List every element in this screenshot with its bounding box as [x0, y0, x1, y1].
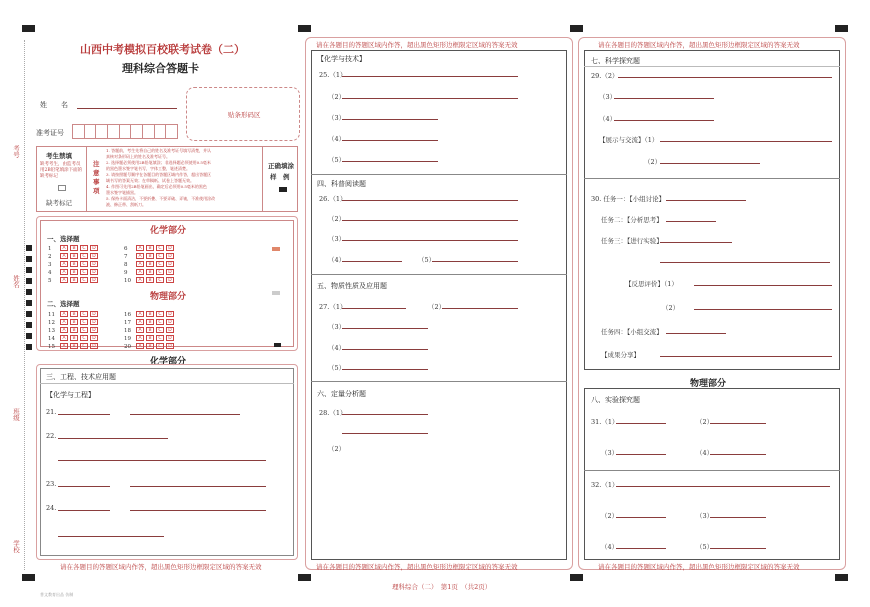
q25-line4[interactable] — [342, 140, 438, 141]
q31-line1[interactable] — [616, 423, 666, 424]
q25-line1[interactable] — [342, 76, 518, 77]
q22-answer-line[interactable] — [58, 438, 168, 439]
id-boxes[interactable] — [72, 124, 178, 139]
notice-label: 注意事项 — [93, 160, 100, 195]
section8-title: 八、实验探究题 — [591, 396, 640, 404]
absent-label: 缺考标记 — [46, 199, 72, 207]
col3-footer-warning: 请在各题目的答题区域内作答，超出黑色矩形边框限定区域的答案无效 — [598, 563, 800, 571]
task4-label: 任务四：【小组交流】 — [601, 328, 663, 336]
q23-label: 23. — [46, 480, 57, 488]
timing-mark — [298, 25, 311, 32]
q28-label: 28.（1） — [319, 409, 347, 417]
q32-line2[interactable] — [616, 517, 666, 518]
q32-b4-label: （4） — [601, 543, 619, 551]
candidate-label: 考生禁填 — [46, 152, 72, 160]
q32-line1[interactable] — [616, 486, 830, 487]
q28-line1b[interactable] — [342, 433, 428, 434]
q23-answer-line2[interactable] — [130, 486, 266, 487]
fill-example-mark — [279, 187, 287, 192]
side-label-banji: 班级 — [12, 408, 20, 421]
col2-footer-warning: 请在各题目的答题区域内作答，超出黑色矩形边框限定区域的答案无效 — [316, 563, 518, 571]
q27-b3-label: （3） — [328, 323, 346, 331]
q31-line3[interactable] — [616, 454, 666, 455]
q30-label: 30. 任务一：【小组讨论】 — [591, 195, 666, 203]
q28-line1[interactable] — [342, 414, 428, 415]
reflect-line1[interactable] — [694, 285, 832, 286]
q31-line2[interactable] — [710, 423, 766, 424]
fill-example-label: 正确填涂 — [268, 162, 294, 170]
q25-b4-label: （4） — [328, 135, 346, 143]
q26-b4-label: （4） — [328, 256, 346, 264]
present-b2-label: （2） — [644, 158, 662, 166]
fill-example-label2: 样 例 — [270, 173, 290, 181]
col3-top-warning: 请在各题目的答题区域内作答，超出黑色矩形边框限定区域的答案无效 — [598, 41, 800, 49]
col1-footer-warning: 请在各题目的答题区域内作答，超出黑色矩形边框限定区域的答案无效 — [60, 563, 262, 571]
present-line2[interactable] — [660, 163, 760, 164]
exam-title: 山西中考模拟百校联考试卷（二） — [80, 43, 245, 56]
candidate-text: 缺考考生，由监考员用2B铅笔填涂下面的缺考标记 — [40, 162, 83, 179]
q27-label: 27.（1） — [319, 303, 347, 311]
card-title: 理科综合答题卡 — [122, 62, 199, 75]
timing-mark — [570, 25, 583, 32]
phys-heading: 物理部分 — [150, 292, 187, 302]
q26-b3-label: （3） — [328, 235, 346, 243]
q29-label: 29.（2） — [591, 72, 619, 80]
q31-label: 31.（1） — [591, 418, 619, 426]
q31-b2-label: （2） — [696, 418, 714, 426]
page-info: 理科综合（二） 第1页 （共2页） — [392, 583, 492, 591]
col2-subtitle: 【化学与技术】 — [317, 55, 366, 63]
col2-top-warning: 请在各题目的答题区域内作答，超出黑色矩形边框限定区域的答案无效 — [316, 41, 518, 49]
q27-b2-label: （2） — [428, 303, 446, 311]
col3-phys-heading: 物理部分 — [690, 379, 727, 389]
col1-chem-heading: 化学部分 — [150, 357, 187, 367]
present-line1[interactable] — [660, 141, 832, 142]
q22-label: 22. — [46, 432, 57, 440]
q29-line3[interactable] — [614, 98, 714, 99]
notice-lines: 1. 答题前，考生先将自己的姓名及准考证号填写清楚，并认 真核对条形码上的姓名及准考证号。 2. 选择题必须使用2B铅笔填涂；非选择题必须使用0.5毫米 的黑色墨水签字笔书写，字体工整，笔迹清楚。 3. 请按照题号顺序在各题目的答题区域内作答，超出答题区 域书写的答案无效；在草稿纸、试卷上答题无效。 4. 作图可先用2B铅笔画出，确定后必须用0.5毫米的黑色 墨水签字笔描黑。 5. 保持卡面清洁，不要折叠、不要弄破、弄皱，不准使用涂改 液、修正带、刮纸刀。 — [106, 148, 216, 207]
reflect-label: 【反思评价】（1） — [625, 280, 678, 288]
reflect-line2[interactable] — [694, 309, 832, 310]
q29-line1[interactable] — [618, 77, 832, 78]
q25-line3[interactable] — [342, 119, 438, 120]
q24-answer-line2[interactable] — [130, 510, 266, 511]
q27-line2[interactable] — [442, 308, 518, 309]
q24-answer-line[interactable] — [58, 510, 110, 511]
chem-heading: 化学部分 — [150, 226, 187, 236]
section4-title: 四、科普阅读题 — [317, 180, 366, 188]
q32-b3-label: （3） — [696, 512, 714, 520]
result-label: 【成果分享】 — [601, 351, 640, 359]
id-label: 准考证号 — [36, 129, 64, 137]
q32-label: 32.（1） — [591, 481, 619, 489]
task3-label: 任务三：【进行实验】 — [601, 237, 663, 245]
q23-answer-line[interactable] — [58, 486, 110, 487]
task3-line1[interactable] — [660, 242, 732, 243]
q24-label: 24. — [46, 504, 57, 512]
name-label: 姓 名 — [40, 101, 68, 109]
q21-answer-line[interactable] — [58, 414, 110, 415]
q21-label: 21. — [46, 408, 57, 416]
q24-answer-line3[interactable] — [58, 536, 164, 537]
q26-line1[interactable] — [342, 200, 518, 201]
q26-line2[interactable] — [342, 220, 518, 221]
section3-title: 三、工程、技术应用题 — [46, 373, 116, 381]
q26-line5[interactable] — [432, 261, 518, 262]
result-line[interactable] — [660, 356, 832, 357]
q27-line4[interactable] — [342, 349, 428, 350]
timing-strip — [26, 245, 32, 355]
tiny-footer-left: 普文教育出品 仿制 — [40, 592, 74, 597]
q29-b4-label: （4） — [599, 115, 617, 123]
q27-line3[interactable] — [342, 328, 428, 329]
chem-section: 一、选择题 — [47, 235, 80, 243]
q32-line5[interactable] — [710, 548, 766, 549]
timing-mark — [22, 25, 35, 32]
timing-mark — [22, 574, 35, 581]
q26-b5-label: （5） — [418, 256, 436, 264]
q32-line4[interactable] — [616, 548, 666, 549]
q25-label: 25.（1） — [319, 71, 347, 79]
q31-b4-label: （4） — [696, 449, 714, 457]
q21-answer-line2[interactable] — [130, 414, 240, 415]
q29-line4[interactable] — [614, 120, 714, 121]
section5-title: 五、物质性质及应用题 — [317, 282, 387, 290]
side-label-xuexiao: 学校 — [12, 540, 20, 553]
q26-label: 26.（1） — [319, 195, 347, 203]
reflect-b2-label: （2） — [662, 304, 680, 312]
q27-b5-label: （5） — [328, 364, 346, 372]
q32-line3[interactable] — [710, 517, 766, 518]
task2-label: 任务二：【分析思考】 — [601, 216, 663, 224]
task4-line[interactable] — [666, 333, 726, 334]
q31-line4[interactable] — [710, 454, 766, 455]
q26-line3[interactable] — [342, 240, 518, 241]
chem-eng-subtitle: 【化学与工程】 — [46, 391, 95, 399]
q27-b4-label: （4） — [328, 344, 346, 352]
q32-b5-label: （5） — [696, 543, 714, 551]
side-label-kaohao: 考号 — [12, 145, 20, 158]
side-label-xingming: 姓名 — [12, 275, 20, 288]
timing-mark — [835, 25, 848, 32]
name-field[interactable] — [77, 108, 177, 109]
q22-answer-line2[interactable] — [58, 460, 266, 461]
q31-b3-label: （3） — [601, 449, 619, 457]
q25-b5-label: （5） — [328, 156, 346, 164]
q25-line2[interactable] — [342, 98, 518, 99]
q28-b2-label: （2） — [328, 445, 346, 453]
task3-line2[interactable] — [660, 262, 830, 263]
q25-line5[interactable] — [342, 161, 438, 162]
q27-line5[interactable] — [342, 369, 428, 370]
timing-mark — [570, 574, 583, 581]
timing-mark — [298, 574, 311, 581]
q25-b2-label: （2） — [328, 93, 346, 101]
q30-line1[interactable] — [666, 200, 746, 201]
absent-checkbox[interactable] — [58, 185, 66, 191]
q26-line4[interactable] — [342, 261, 402, 262]
section7-title: 七、科学探究题 — [591, 57, 640, 65]
q25-b3-label: （3） — [328, 114, 346, 122]
q32-b2-label: （2） — [601, 512, 619, 520]
binding-dots — [24, 40, 25, 570]
task2-line[interactable] — [666, 221, 716, 222]
barcode-label: 贴条形码区 — [228, 111, 261, 119]
timing-mark — [835, 574, 848, 581]
q26-b2-label: （2） — [328, 215, 346, 223]
phys-section: 二、选择题 — [47, 300, 80, 308]
section6-title: 六、定量分析题 — [317, 390, 366, 398]
q27-line1[interactable] — [342, 308, 406, 309]
present-label: 【展示与交流】（1） — [599, 136, 659, 144]
q29-b3-label: （3） — [599, 93, 617, 101]
